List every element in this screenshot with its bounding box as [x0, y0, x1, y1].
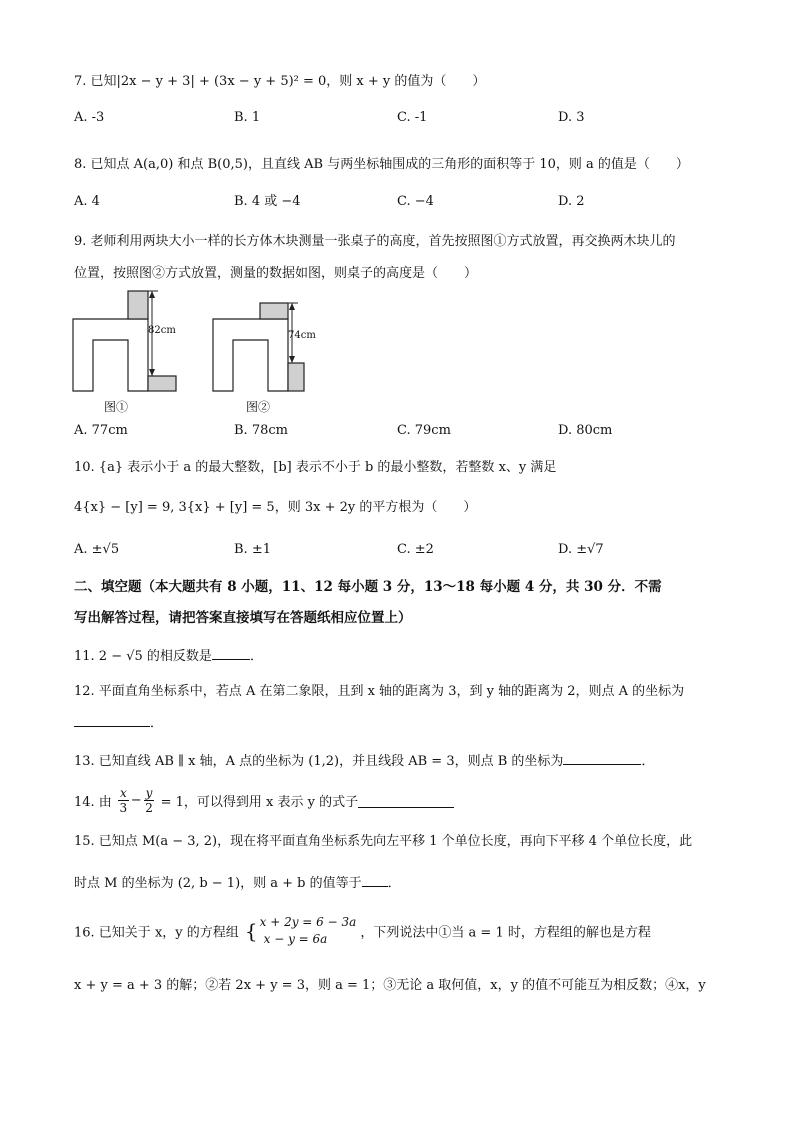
- question-11-end: ．: [249, 649, 263, 664]
- brace-symbol: {: [244, 919, 258, 943]
- question-15-line1: 15. 已知点 M(a − 3, 2)，现在将平面直角坐标系先向左平移 1 个单位长度，再向下平移 4 个单位长度，此: [74, 834, 693, 849]
- question-15-line2-text: 时点 M 的坐标为 (2, b − 1)，则 a + b 的值等于: [74, 876, 362, 891]
- equation-2: x − y = 6a: [263, 932, 328, 946]
- q11-answer-blank: [212, 645, 250, 660]
- q15-answer-blank: [362, 872, 388, 887]
- q14-answer-blank: [358, 793, 454, 808]
- q13-answer-blank: [563, 750, 641, 765]
- figure-2-table-diagram: [208, 300, 318, 396]
- question-16-line1: [74, 914, 651, 948]
- question-11-text: 11. 2 − √5 的相反数是: [74, 649, 212, 664]
- frac1-numerator: x: [119, 786, 127, 800]
- q8-option-b: B. 4 或 −4: [234, 194, 301, 209]
- minus-sign: −: [130, 793, 142, 808]
- fraction-x-over-3: [118, 786, 129, 815]
- equation-1: x + 2y = 6 − 3a: [259, 915, 357, 929]
- q9-option-b: B. 78cm: [234, 423, 288, 438]
- question-14-prefix: 14. 由: [74, 795, 112, 810]
- question-12-end: ．: [150, 716, 164, 731]
- q8-option-c: C. −4: [397, 194, 434, 209]
- question-13-end: ．: [641, 754, 655, 769]
- q7-option-d: D. 3: [558, 110, 585, 125]
- question-10-stem-line1: 10. {a} 表示小于 a 的最大整数，[b] 表示不小于 b 的最小整数，若整数 x、y 满足: [74, 460, 557, 475]
- figure-1-table-diagram: [68, 288, 183, 396]
- question-7-stem: 7. 已知|2x − y + 3| + (3x − y + 5)² = 0，则 x + y 的值为（ ）: [74, 74, 486, 89]
- question-16-prefix: 16. 已知关于 x，y 的方程组: [74, 925, 239, 941]
- frac2-denominator: 2: [145, 801, 153, 815]
- question-16-line2: x + y = a + 3 的解；②若 2x + y = 3，则 a = 1；③无论 a 取何值，x，y 的值不可能互为相反数；④x，y: [74, 978, 706, 993]
- q9-option-c: C. 79cm: [397, 423, 451, 438]
- q8-option-a: A. 4: [74, 194, 100, 209]
- question-11: [74, 645, 263, 667]
- question-10-stem-line2: 4{x} − [y] = 9, 3{x} + [y] = 5，则 3x + 2y 的平方根为（ ）: [74, 500, 477, 515]
- question-14-rest: = 1，可以得到用 x 表示 y 的式子: [160, 795, 359, 810]
- question-16-suffix: ，下列说法中①当 a = 1 时，方程组的解也是方程: [360, 925, 651, 941]
- figure-1-label: 图①: [104, 400, 129, 414]
- question-14: [74, 786, 454, 815]
- q10-option-a: A. ±√5: [74, 542, 120, 557]
- question-9-stem-line2: 位置，按照图②方式放置，测量的数据如图，则桌子的高度是（ ）: [74, 266, 478, 281]
- q7-option-b: B. 1: [234, 110, 261, 125]
- q8-option-d: D. 2: [558, 194, 585, 209]
- q10-option-b: B. ±1: [234, 542, 271, 557]
- question-15-line2: [74, 872, 401, 894]
- frac1-denominator: 3: [119, 801, 128, 815]
- q10-option-c: C. ±2: [397, 542, 434, 557]
- fraction-y-over-2: [144, 786, 155, 815]
- section-2-title-line1: 二、填空题（本大题共有 8 小题，11、12 每小题 3 分，13～18 每小题 4 分，共 30 分．不需: [74, 579, 662, 595]
- question-15-end: ．: [387, 876, 401, 891]
- question-13: [74, 750, 654, 772]
- q12-answer-blank: [74, 712, 150, 727]
- question-12-line2: [74, 712, 163, 734]
- equation-system: [260, 914, 357, 948]
- q10-option-d: D. ±√7: [558, 542, 604, 557]
- question-8-stem: 8. 已知点 A(a,0) 和点 B(0,5)，且直线 AB 与两坐标轴围成的三角形的面积等于 10，则 a 的值是（ ）: [74, 157, 689, 172]
- q7-option-a: A. -3: [74, 110, 105, 125]
- q9-option-d: D. 80cm: [558, 423, 613, 438]
- figure-1-measure: 82cm: [148, 325, 176, 336]
- section-2-title-line2: 写出解答过程，请把答案直接填写在答题纸相应位置上）: [74, 610, 412, 626]
- figure-2-measure: 74cm: [288, 330, 316, 341]
- question-13-text: 13. 已知直线 AB ∥ x 轴，A 点的坐标为 (1,2)，并且线段 AB = 3，则点 B 的坐标为: [74, 754, 564, 769]
- question-9-stem-line1: 9. 老师利用两块大小一样的长方体木块测量一张桌子的高度，首先按照图①方式放置，再交换两木块儿的: [74, 234, 676, 249]
- q7-option-c: C. -1: [397, 110, 428, 125]
- q9-option-a: A. 77cm: [74, 423, 128, 438]
- question-12-line1: 12. 平面直角坐标系中，若点 A 在第二象限，且到 x 轴的距离为 3，到 y 轴的距离为 2，则点 A 的坐标为: [74, 684, 685, 699]
- figure-2-label: 图②: [246, 400, 271, 414]
- frac2-numerator: y: [145, 786, 153, 800]
